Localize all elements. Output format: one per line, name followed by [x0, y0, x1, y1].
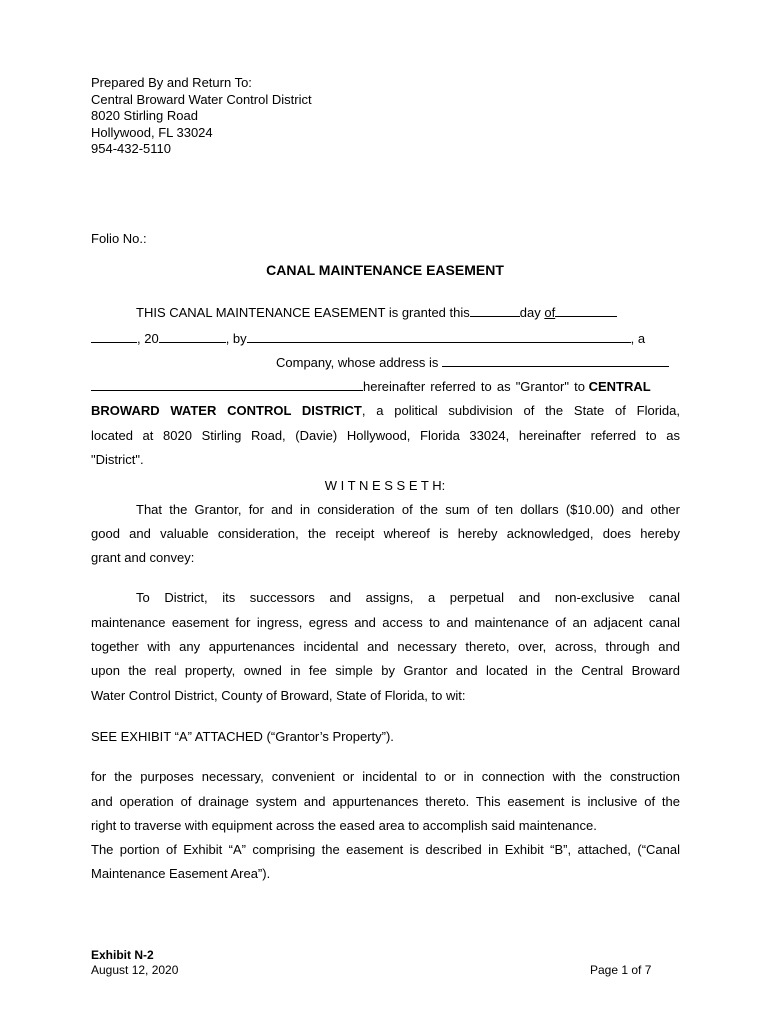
address-blank-2: [91, 377, 363, 391]
address-blank: [442, 353, 669, 367]
grant-line-3: [276, 351, 669, 375]
month-blank: [555, 303, 617, 317]
purposes-line-5: Maintenance Easement Area”).: [91, 866, 271, 881]
consideration-line-3: grant and convey:: [91, 550, 195, 565]
purposes-line-3: right to traverse with equipment across the eased area to accomplish said maintenance.: [91, 818, 597, 833]
district-line-2: maintenance easement for ingress, egress and access to and maintenance of an adjacent canal: [91, 615, 680, 630]
folio-label: Folio No.:: [91, 231, 147, 246]
company-address-text: Company, whose address is: [276, 355, 439, 370]
grant-line-2: [91, 327, 680, 351]
purposes-line-1: for the purposes necessary, convenient or incidental to or in connection with the construction: [91, 769, 680, 784]
central-bold: CENTRAL: [588, 379, 651, 394]
year-blank: [159, 329, 226, 343]
grantor-name-blank: [247, 329, 631, 343]
return-line-district: Central Broward Water Control District: [91, 91, 312, 107]
hereinafter-grantor-text: hereinafter referred to as "Grantor" to: [363, 379, 585, 394]
consideration-line-1: That the Grantor, for and in consideration of the sum of ten dollars ($10.00) and other: [136, 502, 680, 517]
witnesseth-heading: W I T N E S S E T H:: [324, 478, 446, 493]
grant-line-6: located at 8020 Stirling Road, (Davie) Hollywood, Florida 33024, hereinafter referred to as: [91, 428, 680, 443]
consideration-line-2: good and valuable consideration, the receipt whereof is hereby acknowledged, does hereby: [91, 526, 680, 541]
footer-page-number: Page 1 of 7: [590, 963, 652, 977]
year-prefix: , 20: [137, 331, 159, 346]
grant-line-5: [91, 399, 680, 423]
day-blank: [470, 303, 520, 317]
district-name-bold: BROWARD WATER CONTROL DISTRICT: [91, 403, 362, 418]
a-word: , a: [630, 331, 646, 346]
footer-date: August 12, 2020: [91, 963, 179, 977]
purposes-line-4: The portion of Exhibit “A” comprising the easement is described in Exhibit “B”, attached, (“Canal: [91, 842, 680, 857]
district-line-5: Water Control District, County of Broward, State of Florida, to wit:: [91, 688, 466, 703]
grant-intro-text: THIS CANAL MAINTENANCE EASEMENT is granted this: [136, 305, 470, 320]
return-line-prepared: Prepared By and Return To:: [91, 75, 252, 90]
district-line-3: together with any appurtenances incidental and necessary thereto, over, across, through and: [91, 639, 680, 654]
document-title: CANAL MAINTENANCE EASEMENT: [266, 262, 504, 278]
day-word: day: [519, 305, 541, 320]
grant-line-1: [136, 301, 617, 325]
return-address-block: [91, 75, 312, 158]
exhibit-a-reference: SEE EXHIBIT “A” ATTACHED (“Grantor’s Property”).: [91, 729, 394, 744]
grant-line-7: "District".: [91, 452, 144, 467]
return-line-city: Hollywood, FL 33024: [91, 124, 213, 140]
district-line-1: To District, its successors and assigns, a perpetual and non-exclusive canal: [136, 590, 680, 605]
date-blank: [91, 329, 137, 343]
political-subdivision-text: , a political subdivision of the State of Florida,: [361, 403, 680, 418]
by-word: , by: [225, 331, 247, 346]
of-word: of: [544, 305, 556, 320]
district-line-4: upon the real property, owned in fee simple by Grantor and located in the Central Broward: [91, 663, 680, 678]
return-line-street: 8020 Stirling Road: [91, 108, 198, 123]
purposes-line-2: and operation of drainage system and appurtenances thereto. This easement is inclusive of the: [91, 794, 680, 809]
footer-exhibit-label: Exhibit N-2: [91, 948, 154, 962]
return-line-phone: 954-432-5110: [91, 141, 171, 156]
grant-line-4: [91, 375, 680, 399]
